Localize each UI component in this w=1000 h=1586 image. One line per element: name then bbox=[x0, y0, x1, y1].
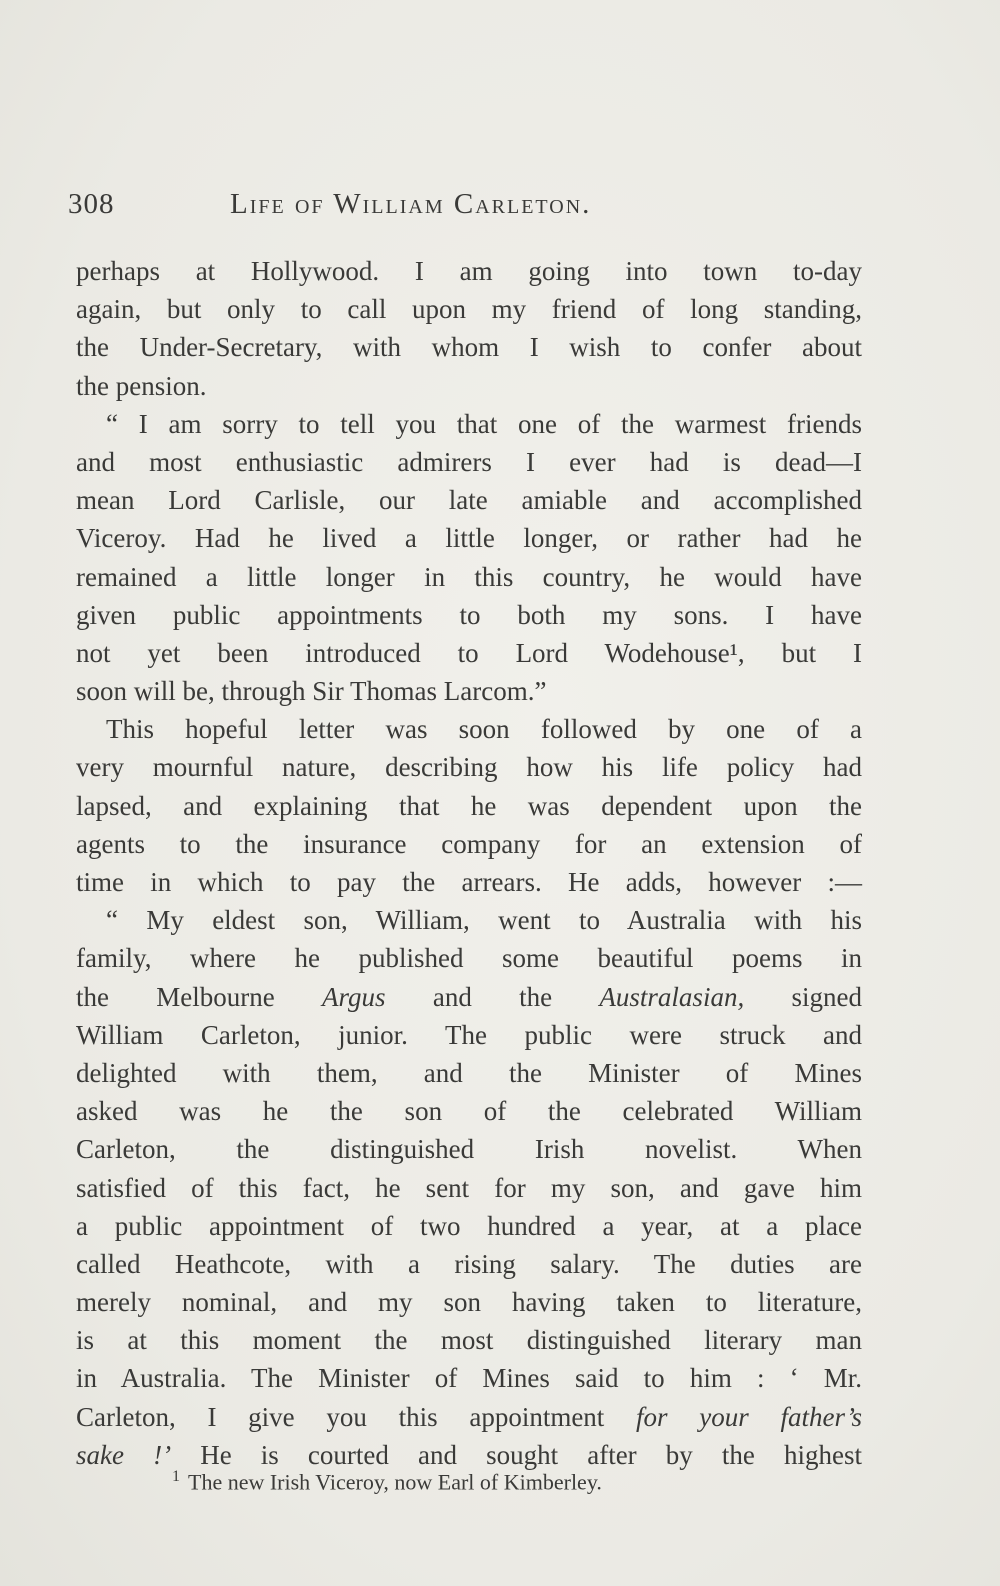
text-segment: and the bbox=[432, 981, 553, 1012]
text-line: time in which to pay the arrears. He adds, however :— bbox=[76, 867, 862, 897]
page-header bbox=[68, 188, 708, 228]
text-line-mixed bbox=[76, 978, 862, 1016]
text-line: called Heathcote, with a rising salary. The duties are bbox=[76, 1248, 862, 1279]
italic-title-australasian: Australasian, bbox=[599, 981, 745, 1012]
italic-phrase: sake !’ bbox=[76, 1439, 172, 1470]
text-line: a public appointment of two hundred a year, at a place bbox=[76, 1210, 862, 1241]
text-line: delighted with them, and the Minister of Mines bbox=[76, 1057, 862, 1088]
text-line: Viceroy. Had he lived a little longer, or rather had he bbox=[76, 523, 862, 554]
text-line: soon will be, through Sir Thomas Larcom.” bbox=[76, 676, 547, 707]
text-segment: signed bbox=[791, 981, 862, 1012]
text-line: given public appointments to both my sons. I have bbox=[76, 599, 862, 630]
text-line: in Australia. The Minister of Mines said to him : ‘ Mr. bbox=[76, 1363, 862, 1394]
text-segment: Carleton, I give you this appointment bbox=[76, 1401, 605, 1432]
text-line: “ My eldest son, William, went to Australia with his bbox=[106, 905, 862, 936]
footnote-marker: 1 bbox=[172, 1468, 180, 1485]
text-line: mean Lord Carlisle, our late amiable and accomplished bbox=[76, 485, 862, 516]
text-line: asked was he the son of the celebrated William bbox=[76, 1096, 862, 1127]
text-line: Carleton, the distinguished Irish novelist. When bbox=[76, 1134, 862, 1165]
text-line: family, where he published some beautiful poems in bbox=[76, 943, 862, 974]
italic-phrase: for your father’s bbox=[636, 1401, 863, 1432]
text-line: is at this moment the most distinguished literary man bbox=[76, 1325, 862, 1356]
text-line: remained a little longer in this country, he would have bbox=[76, 561, 862, 592]
text-line: the Under-Secretary, with whom I wish to confer about bbox=[76, 332, 862, 363]
text-line: and most enthusiastic admirers I ever had is dead—I bbox=[76, 446, 862, 477]
text-line: not yet been introduced to Lord Wodehouse¹, but I bbox=[76, 637, 862, 668]
italic-title-argus: Argus bbox=[322, 981, 386, 1012]
text-line: lapsed, and explaining that he was dependent upon the bbox=[76, 790, 862, 821]
text-line: perhaps at Hollywood. I am going into town to-day bbox=[76, 256, 862, 286]
page-number: 308 bbox=[68, 188, 115, 220]
text-line: “ I am sorry to tell you that one of the warmest friends bbox=[106, 408, 862, 439]
text-line: satisfied of this fact, he sent for my son, and gave him bbox=[76, 1172, 862, 1203]
body-text bbox=[76, 252, 862, 1474]
text-line: agents to the insurance company for an extension of bbox=[76, 828, 862, 859]
running-title: Life of William Carleton. bbox=[230, 188, 592, 220]
text-line-mixed bbox=[76, 1398, 862, 1436]
text-line: merely nominal, and my son having taken to literature, bbox=[76, 1287, 862, 1318]
footnote-text: The new Irish Viceroy, now Earl of Kimberley. bbox=[188, 1469, 602, 1495]
text-line: again, but only to call upon my friend of long standing, bbox=[76, 294, 862, 325]
text-line: the pension. bbox=[76, 370, 207, 401]
text-segment: the Melbourne bbox=[76, 981, 275, 1012]
text-segment: He is courted and sought after by the highest bbox=[200, 1439, 862, 1470]
text-line: very mournful nature, describing how his life policy had bbox=[76, 752, 862, 783]
text-line: This hopeful letter was soon followed by one of a bbox=[106, 714, 862, 745]
footnote bbox=[172, 1468, 602, 1495]
text-line: William Carleton, junior. The public were struck and bbox=[76, 1019, 862, 1050]
